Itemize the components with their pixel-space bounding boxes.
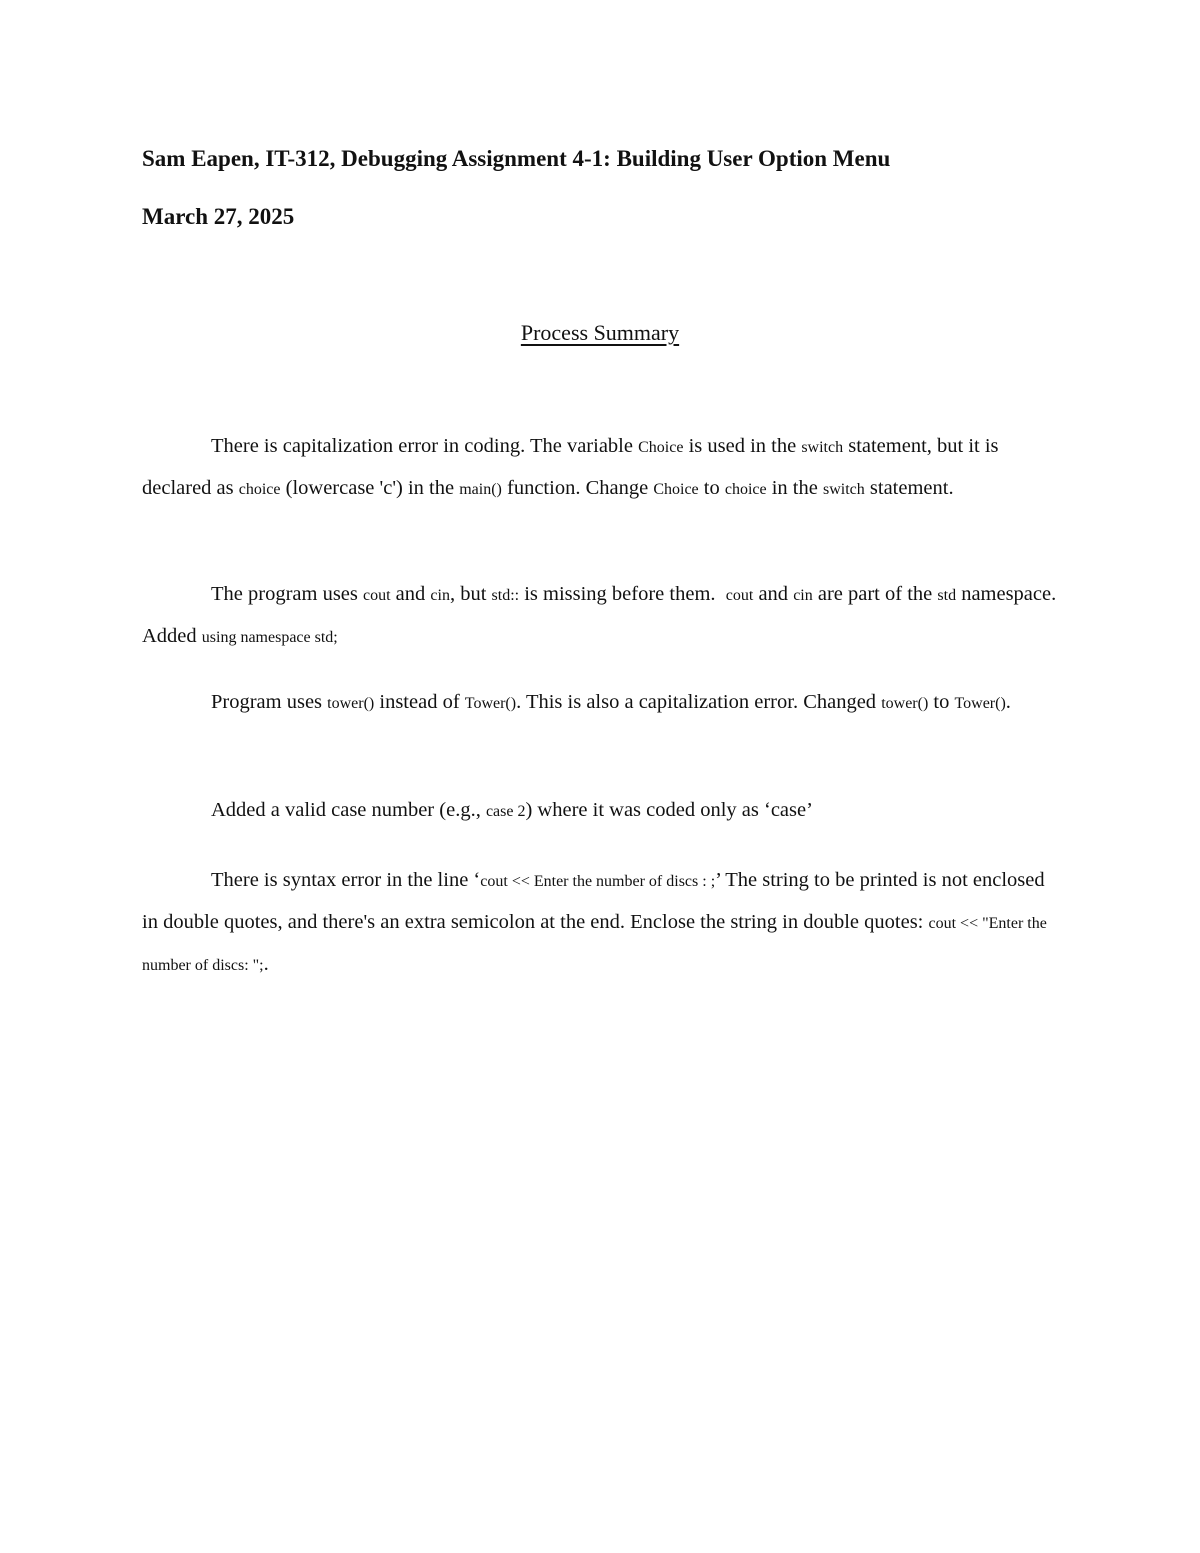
code-run: cout [725,587,754,604]
text-run: . This is also a capitalization error. Changed [516,691,882,713]
text-run: . [263,953,269,975]
code-run: std [937,587,957,604]
code-run: Choice [653,481,699,498]
text-run: There is syntax error in the line ‘ [211,869,481,891]
code-run: case 2 [485,803,526,820]
paragraph-case-number [142,790,1058,832]
text-run: in the [766,477,823,499]
code-run: using namespace std; [201,629,338,646]
paragraph-capitalization-choice [142,426,1058,510]
text-run: is missing before them. [519,583,726,605]
code-run: cout << Enter the number of discs : ; [480,873,716,890]
text-run: and [753,583,794,605]
text-run: instead of [374,691,465,713]
text-run: Program uses [211,691,328,713]
text-run: namespace. Added [142,583,1057,647]
code-run: switch [822,481,865,498]
text-run: are part of the [812,583,938,605]
paragraph-syntax-error [142,860,1058,986]
text-run: is used in the [683,435,802,457]
section-heading [0,318,1200,348]
paragraph-std-namespace [142,574,1058,658]
text-run: and [390,583,431,605]
code-run: cin [793,587,813,604]
code-run: choice [724,481,767,498]
text-run: ) where it was coded only as ‘case’ [525,799,813,821]
text-run: to [928,691,955,713]
text-run: There is capitalization error in coding. The variable [211,435,639,457]
code-run: Tower() [464,695,517,712]
code-run: cin [430,587,450,604]
code-run: choice [238,481,281,498]
document-title: Sam Eapen, IT-312, Debugging Assignment 4-1: Building User Option Menu [142,146,891,171]
code-run: cout [363,587,391,604]
code-run: Tower() [954,695,1006,712]
text-run: to [698,477,725,499]
section-heading-text: Process Summary [520,320,680,345]
text-run: (lowercase 'c') in the [280,477,460,499]
code-run: std:: [491,587,520,604]
text-run: ’ The string to be printed is not enclosed in double quotes, and there's an extra semicolon at the end. Enclose the string in double quotes: [142,869,1045,933]
text-run: function. Change [501,477,654,499]
text-run: Added a valid case number (e.g., [211,799,486,821]
code-run: cout << "Enter the number of discs: "; [142,915,1047,974]
code-run: tower() [327,695,375,712]
text-run: statement. [864,477,954,499]
text-run: . [1005,691,1011,713]
code-run: tower() [881,695,929,712]
text-run: statement, but it is declared as [142,435,999,499]
code-run: main() [459,481,502,498]
code-run: Choice [638,439,684,456]
text-run: The program uses [211,583,363,605]
code-run: switch [801,439,844,456]
document-date: March 27, 2025 [142,204,295,229]
text-run: , but [449,583,492,605]
paragraph-tower-capitalization [142,682,1058,724]
